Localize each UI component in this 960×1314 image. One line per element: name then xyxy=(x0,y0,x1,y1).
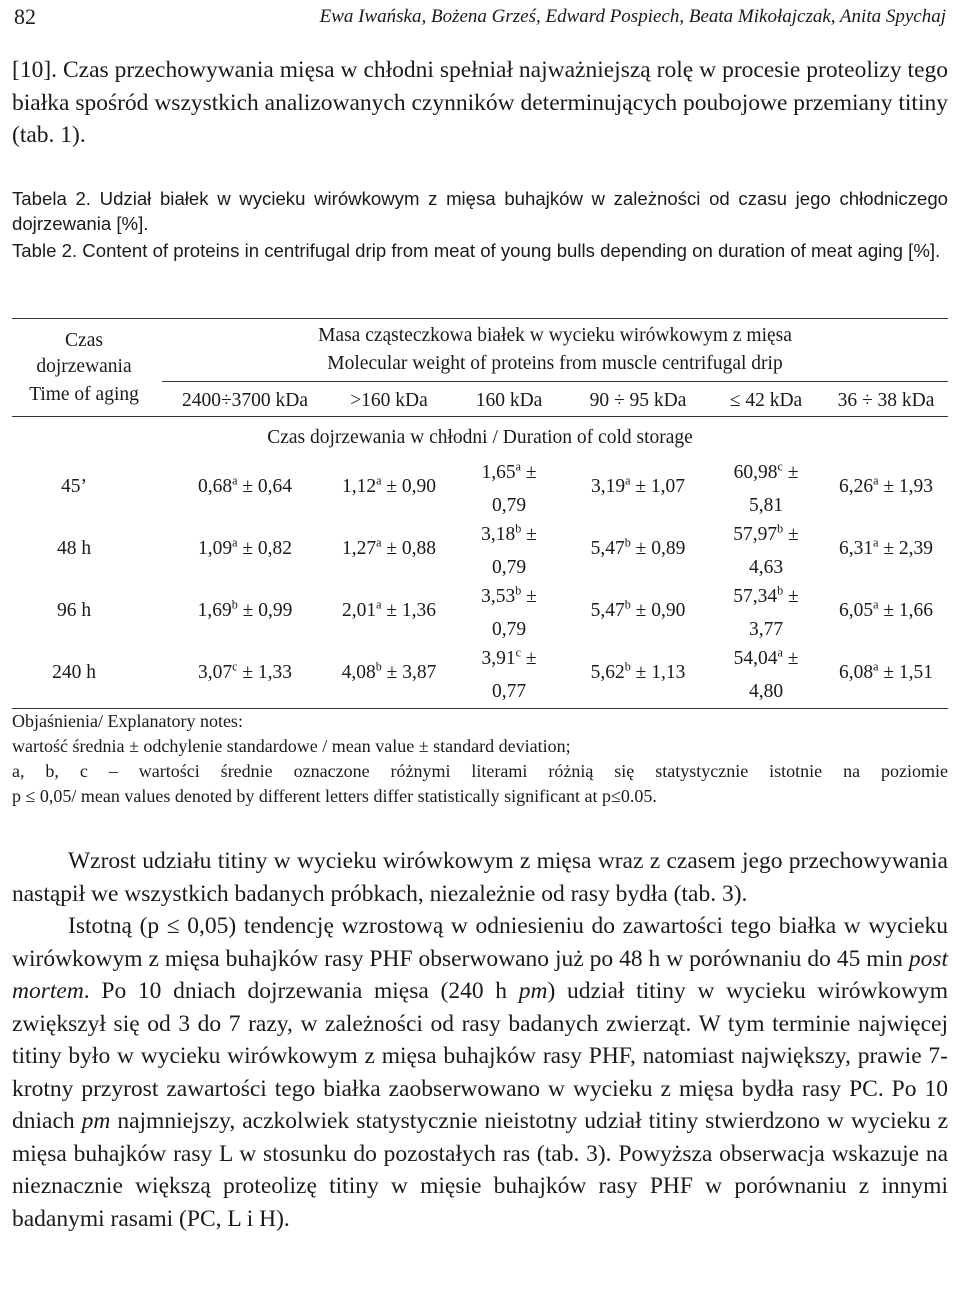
cell-sd: ± 0,82 xyxy=(242,538,293,559)
paragraph-2: Wzrost udziału titiny w wycieku wirówkowym z mięsa wraz z czasem jego przechowywania nastąpił we wszystkich badanych próbkach, niezależnie od rasy bydła (tab. 3). xyxy=(12,848,948,907)
table-cell xyxy=(568,473,708,500)
col-header-6: 36 ÷ 38 kDa xyxy=(837,390,935,411)
table-cell xyxy=(708,583,824,643)
cell-significance-letter: a xyxy=(873,473,879,488)
cell-sd: ± xyxy=(787,462,799,483)
cell-mean: 6,08 xyxy=(838,662,874,683)
p3-part3: ) udział titiny w wycieku wirówkowym zwiększył się od 3 do 7 razy, w zależności od rasy badanych zwierząt. W tym terminie najwięcej titiny było w wycieku wirówkowym z mięsa buhajków rasy PHF, natomiast największy, prawie 7-krotny przyrost zawartości tego białka zaobserwowano w wycieku z mięsa bydła rasy PC. Po 10 dniach xyxy=(12,978,948,1134)
cell-significance-letter: a xyxy=(232,473,238,488)
cell-significance-letter: c xyxy=(515,645,521,660)
cell-sd: ± 0,99 xyxy=(242,600,293,621)
cell-sd: ± xyxy=(787,648,799,669)
table-cell xyxy=(708,521,824,581)
cell-mean: 3,19 xyxy=(590,476,626,497)
cell-significance-letter: c xyxy=(232,659,238,674)
running-header-authors: Ewa Iwańska, Bożena Grześ, Edward Pospiech, Beata Mikołajczak, Anita Spychaj xyxy=(319,6,946,27)
table-subheader: Czas dojrzewania w chłodni / Duration of cold storage xyxy=(267,427,693,448)
table-cell xyxy=(708,645,824,705)
notes-line-3: p ≤ 0,05/ mean values denoted by different letters differ statistically significant at p≤0.05. xyxy=(12,786,657,806)
group-header-rule xyxy=(162,381,948,382)
cell-sd: ± 1,33 xyxy=(242,662,293,683)
row-time-label: 240 h xyxy=(52,662,96,683)
cell-sd-line2: 3,77 xyxy=(748,619,784,640)
cell-sd: ± xyxy=(526,586,537,607)
cell-sd: ± 0,88 xyxy=(386,538,437,559)
cell-significance-letter: b xyxy=(624,535,631,550)
cell-mean: 6,05 xyxy=(838,600,874,621)
table-cell xyxy=(824,473,948,500)
cell-sd: ± xyxy=(525,648,537,669)
cell-significance-letter: a xyxy=(376,597,382,612)
row-header-pl2: dojrzewania xyxy=(36,356,132,377)
cell-mean: 6,31 xyxy=(838,538,874,559)
table-header-rule xyxy=(12,416,948,417)
table-cell xyxy=(708,459,824,519)
cell-sd: ± xyxy=(788,586,799,607)
cell-mean: 3,18 xyxy=(481,524,516,545)
cell-sd-line2: 0,79 xyxy=(491,557,527,578)
cell-sd: ± 3,87 xyxy=(386,662,437,683)
cell-significance-letter: b xyxy=(231,597,238,612)
cell-significance-letter: b xyxy=(515,583,522,598)
p3-part1: Istotną (p ≤ 0,05) tendencję wzrostową w odniesieniu do zawartości tego białka w wycieku wirówkowym z mięsa buhajków rasy PHF obserwowano już po 48 h w porównaniu do 45 min xyxy=(12,913,948,972)
cell-significance-letter: c xyxy=(777,459,783,474)
table-cell xyxy=(568,535,708,562)
intro-paragraph: [10]. Czas przechowywania mięsa w chłodni spełniał najważniejszą rolę w procesie proteolizy tego białka spośród wszystkich analizowanych czynników determinujących poubojowe przemiany titiny (tab. 1). xyxy=(12,57,948,148)
cell-mean: 5,62 xyxy=(590,662,625,683)
col-header-5: ≤ 42 kDa xyxy=(729,390,803,411)
cell-mean: 5,47 xyxy=(590,538,625,559)
cell-significance-letter: a xyxy=(376,535,382,550)
page-number: 82 xyxy=(14,4,36,29)
cell-mean: 57,34 xyxy=(733,586,778,607)
cell-mean: 1,69 xyxy=(197,600,232,621)
cell-mean: 2,01 xyxy=(341,600,377,621)
p3-part2: . Po 10 dniach dojrzewania mięsa (240 h xyxy=(83,978,519,1004)
table-cell xyxy=(328,535,450,562)
cell-sd-line2: 4,63 xyxy=(748,557,784,578)
table-caption-pl xyxy=(12,186,948,236)
cell-significance-letter: b xyxy=(515,521,522,536)
table-cell xyxy=(450,459,568,519)
cell-sd: ± 0,90 xyxy=(635,600,686,621)
cell-mean: 3,07 xyxy=(197,662,233,683)
cell-sd: ± 1,51 xyxy=(883,662,934,683)
p3-part4: najmniejszy, aczkolwiek statystycznie nieistotny udział titiny stwierdzono w wycieku z mięsa buhajków rasy L w stosunku do pozostałych ras (tab. 3). Powyższa obserwacja wskazuje na nieznacznie większą proteolizę titiny w mięsie buhajków rasy PHF w porównaniu z innymi badanymi rasami (PC, L i H). xyxy=(12,1108,948,1232)
caption-en-text: Content of proteins in centrifugal drip from meat of young bulls depending on duration of meat aging [%]. xyxy=(82,240,941,261)
cell-significance-letter: a xyxy=(515,459,521,474)
row-header-pl1: Czas xyxy=(65,330,103,351)
cell-sd: ± 1,36 xyxy=(386,600,437,621)
cell-mean: 1,65 xyxy=(481,462,516,483)
cell-sd: ± 1,07 xyxy=(635,476,686,497)
cell-significance-letter: b xyxy=(624,597,631,612)
p3-italic2: pm xyxy=(518,978,548,1004)
notes-line-1: wartość średnia ± odchylenie standardowe / mean value ± standard deviation; xyxy=(12,736,571,756)
cell-sd: ± 1,13 xyxy=(635,662,686,683)
cell-sd: ± 0,90 xyxy=(386,476,437,497)
cell-significance-letter: a xyxy=(873,535,879,550)
cell-mean: 4,08 xyxy=(341,662,376,683)
col-header-2: >160 kDa xyxy=(350,390,428,411)
cell-sd: ± 0,64 xyxy=(242,476,293,497)
table-cell xyxy=(162,473,328,500)
cell-sd: ± xyxy=(526,524,537,545)
cell-significance-letter: a xyxy=(873,659,879,674)
cell-significance-letter: b xyxy=(777,583,784,598)
table-cell xyxy=(568,597,708,624)
table-cell xyxy=(328,473,450,500)
cell-mean: 1,27 xyxy=(341,538,377,559)
col-header-4: 90 ÷ 95 kDa xyxy=(589,390,687,411)
cell-significance-letter: a xyxy=(625,473,631,488)
table-cell xyxy=(568,659,708,686)
cell-mean: 54,04 xyxy=(733,648,778,669)
table-cell xyxy=(450,521,568,581)
p3-italic3: pm xyxy=(81,1108,111,1134)
paragraph-3 xyxy=(12,910,948,1235)
cell-significance-letter: b xyxy=(624,659,631,674)
body-paragraphs xyxy=(12,845,948,1235)
cell-sd: ± 2,39 xyxy=(883,538,934,559)
cell-significance-letter: a xyxy=(777,645,783,660)
cell-mean: 1,12 xyxy=(341,476,377,497)
table-cell xyxy=(824,535,948,562)
notes-title: Objaśnienia/ Explanatory notes: xyxy=(12,711,243,731)
group-header-en: Molecular weight of proteins from muscle centrifugal drip xyxy=(327,353,783,374)
cell-sd-line2: 0,79 xyxy=(491,495,527,516)
caption-pl-text: Udział białek w wycieku wirówkowym z mięsa buhajków w zależności od czasu jego chłodniczego dojrzewania [%]. xyxy=(12,188,949,234)
cell-significance-letter: a xyxy=(232,535,238,550)
cell-sd-line2: 0,77 xyxy=(491,681,527,702)
table-cell xyxy=(450,583,568,643)
cell-mean: 60,98 xyxy=(733,462,778,483)
cell-mean: 5,47 xyxy=(590,600,625,621)
cell-mean: 3,53 xyxy=(481,586,516,607)
table-top-rule xyxy=(12,318,948,319)
cell-sd: ± xyxy=(788,524,799,545)
row-time-label: 45’ xyxy=(61,476,87,497)
cell-sd-line2: 4,80 xyxy=(748,681,784,702)
table-cell xyxy=(450,645,568,705)
cell-sd-line2: 0,79 xyxy=(491,619,527,640)
cell-sd: ± xyxy=(525,462,537,483)
caption-en-label: Table 2. xyxy=(12,240,78,261)
cell-sd-line2: 5,81 xyxy=(748,495,784,516)
table-cell xyxy=(824,659,948,686)
table-cell xyxy=(162,659,328,686)
cell-mean: 1,09 xyxy=(197,538,233,559)
cell-mean: 0,68 xyxy=(197,476,233,497)
row-time-label: 96 h xyxy=(56,600,92,621)
cell-sd: ± 1,93 xyxy=(883,476,934,497)
row-header-en: Time of aging xyxy=(29,384,139,405)
cell-significance-letter: b xyxy=(375,659,382,674)
row-time-label: 48 h xyxy=(56,538,92,559)
table-notes xyxy=(12,709,948,809)
table-cell xyxy=(824,597,948,624)
cell-mean: 6,26 xyxy=(838,476,874,497)
notes-line-2: a, b, c – wartości średnie oznaczone różnymi literami różnią się statystycznie istotnie na poziomie xyxy=(12,761,948,781)
caption-pl-label: Tabela 2. xyxy=(12,188,91,209)
table-cell xyxy=(328,659,450,686)
cell-sd: ± 0,89 xyxy=(635,538,686,559)
cell-significance-letter: b xyxy=(777,521,784,536)
cell-significance-letter: a xyxy=(873,597,879,612)
p3-italic1: post mortem xyxy=(12,945,948,1004)
table-cell xyxy=(328,597,450,624)
cell-significance-letter: a xyxy=(376,473,382,488)
cell-mean: 3,91 xyxy=(481,648,516,669)
cell-sd: ± 1,66 xyxy=(883,600,934,621)
table-cell xyxy=(162,597,328,624)
col-header-3: 160 kDa xyxy=(475,390,543,411)
table-cell xyxy=(162,535,328,562)
cell-mean: 57,97 xyxy=(733,524,778,545)
table-caption-en xyxy=(12,238,948,263)
col-header-1: 2400÷3700 kDa xyxy=(181,390,309,411)
group-header-pl: Masa cząsteczkowa białek w wycieku wirówkowym z mięsa xyxy=(318,325,792,346)
